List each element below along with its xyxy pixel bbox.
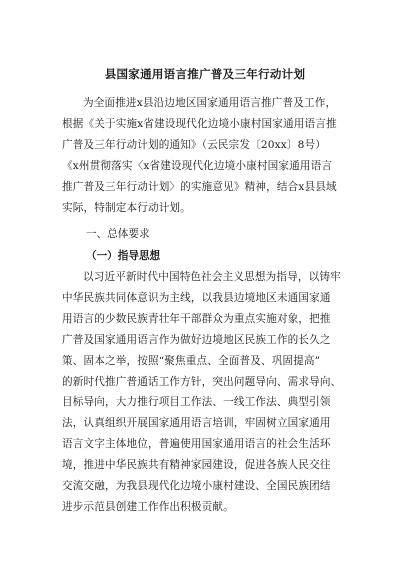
- intro-paragraph: [62, 93, 357, 218]
- section-heading: 一、总体要求: [86, 228, 150, 240]
- body-line: 中华民族共同体意识为主线，以我县边境地区未通国家通: [62, 291, 331, 304]
- body-line: 的新时代推广普通话工作方针，突出问题导向、需求导向、: [62, 375, 342, 388]
- intro-line: 实际，特制定本行动计划。: [62, 201, 191, 214]
- intro-line: 推广普及三年行动计划〉的实施意见》精神，结合x县县域: [62, 180, 337, 193]
- subsection-heading: （一）指导思想: [86, 250, 161, 262]
- body-line: 法，认真组织开展国家通用语言培训，牢固树立国家通用: [62, 417, 331, 430]
- body-line: 策、固本之举，按照“聚焦重点、全面普及、巩固提高”: [62, 354, 321, 367]
- body-line: 交流交融，为我县现代化边境小康村建设、全国民族团结: [62, 480, 331, 493]
- body-line: 以习近平新时代中国特色社会主义思想为指导，以铸牢: [83, 271, 341, 283]
- body-line: 境，推进中华民族共有精神家园建设，促进各族人民交往: [62, 459, 331, 472]
- body-line: 语言文字主体地位，普遍使用国家通用语言的社会生活环: [62, 438, 331, 451]
- intro-line: 《x州贯彻落实〈x省建设现代化边境小康村国家通用语言: [62, 159, 333, 172]
- intro-line: 广普及三年行动计划的通知》（云民宗发〔20xx〕8号）: [62, 138, 326, 151]
- body-line: 进步示范县创建工作作出积极贡献。: [62, 500, 234, 513]
- intro-line: 根据《关于实施x省建设现代化边境小康村国家通用语言推: [62, 117, 337, 130]
- body-line: 用语言的少数民族青壮年干部群众为重点实施对象，把推: [62, 312, 331, 325]
- document-title: 县国家通用语言推广普及三年行动计划: [104, 67, 306, 81]
- intro-line: 为全面推进x县沿边地区国家通用语言推广普及工作，: [83, 97, 337, 109]
- body-line: 广普及国家通用语言作为做好边境地区民族工作的长久之: [62, 333, 331, 346]
- body-line: 目标导向，大力推行项目工作法、一线工作法、典型引领: [62, 396, 331, 409]
- body-paragraph: [62, 267, 357, 518]
